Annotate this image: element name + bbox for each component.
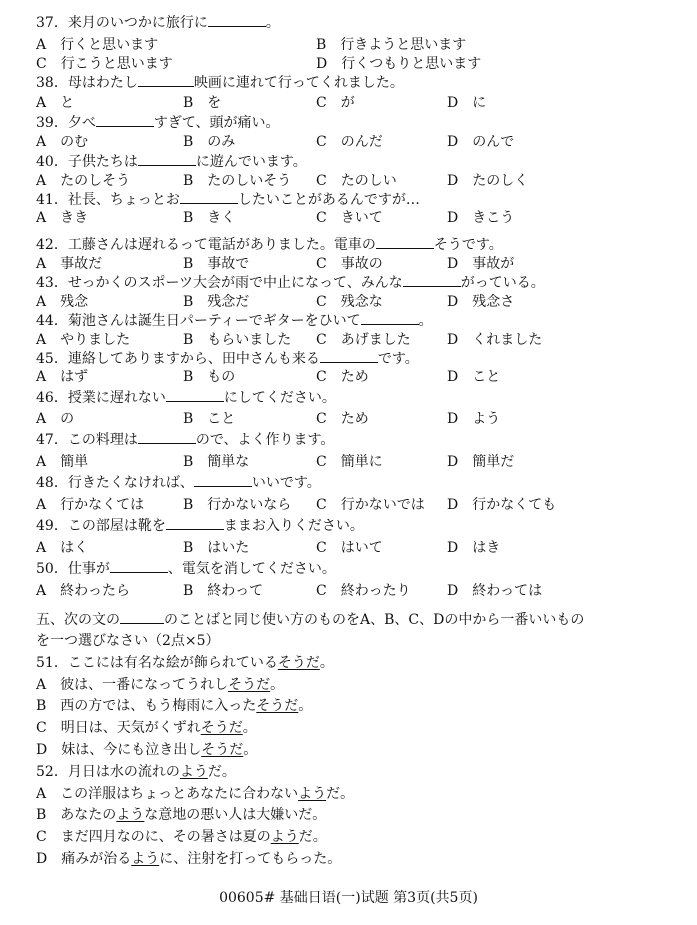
option-b: B 行かないなら <box>183 497 292 513</box>
option-b: B を <box>183 95 222 111</box>
question-46: 46．授業に遅れない にしてください。 <box>36 390 336 406</box>
question-43: 43．せっかくのスポーツ大会が雨で中止になって、みんな がっている。 <box>36 275 545 291</box>
option-a: A 事故だ <box>36 256 103 272</box>
question-48: 48．行きたくなければ、 いいです。 <box>36 475 321 491</box>
answer-blank <box>96 114 154 127</box>
option-d: D 簡単だ <box>447 454 515 470</box>
question-45: 45．連絡してありますから、田中さんも来る です。 <box>36 351 419 367</box>
answer-blank <box>120 611 164 624</box>
option-c: C ため <box>316 369 369 385</box>
answer-blank <box>194 474 252 487</box>
option-b: B あなたのような意地の悪い人は大嫌いだ。 <box>36 807 327 823</box>
answer-blank <box>361 312 419 325</box>
option-d: D のんで <box>447 134 515 150</box>
option-a: A やりました <box>36 332 131 348</box>
option-a: A この洋服はちょっとあなたに合わないようだ。 <box>36 786 355 802</box>
answer-blank <box>180 191 238 204</box>
answer-blank <box>166 389 224 402</box>
option-a: A 簡単 <box>36 454 89 470</box>
option-a: A 終わったら <box>36 583 130 599</box>
question-40: 40．子供たちは に遊んでいます。 <box>36 154 307 170</box>
option-d: D 行くつもりと思います <box>316 56 482 72</box>
answer-blank <box>138 74 194 87</box>
question-50: 50．仕事が 、電気を消してください。 <box>36 561 336 577</box>
option-a: A はく <box>36 540 89 556</box>
option-d: D 終わっては <box>447 583 543 599</box>
option-a: A のむ <box>36 134 89 150</box>
question-44: 44．菊池さんは誕生日パーティーでギターをひいて 。 <box>36 313 433 329</box>
option-a: A 行かなくては <box>36 497 145 513</box>
option-d: D 残念さ <box>447 294 515 310</box>
question-37: 37．来月のいつかに旅行に 。 <box>36 15 280 31</box>
question-51: 51．ここには有名な絵が飾られているそうだ。 <box>36 655 334 671</box>
answer-blank <box>208 14 266 27</box>
option-b: B 事故で <box>183 256 250 272</box>
option-c: C 行かないでは <box>316 497 425 513</box>
answer-blank <box>320 350 378 363</box>
question-42: 42．工藤さんは遅れるって電話がありました。電車の そうです。 <box>36 237 503 253</box>
option-b: B 簡単な <box>183 454 250 470</box>
option-d: D はき <box>447 540 501 556</box>
answer-blank <box>138 153 196 166</box>
option-b: B 行きようと思います <box>316 37 467 53</box>
option-a: A と <box>36 95 75 111</box>
option-c: C 簡単に <box>316 454 383 470</box>
question-49: 49．この部屋は靴を ままお入りください。 <box>36 518 364 534</box>
option-b: B たのしいそう <box>183 173 292 189</box>
option-c: C まだ四月なのに、その暑さは夏のようだ。 <box>36 829 327 845</box>
option-b: B 西の方では、もう梅雨に入ったそうだ。 <box>36 698 313 714</box>
section5-instruction-line2: を一つ選びなさい（2点×5） <box>36 633 220 649</box>
option-c: C 残念な <box>316 294 383 310</box>
option-a: A 残念 <box>36 294 89 310</box>
option-b: B もらいました <box>183 332 292 348</box>
option-a: A はず <box>36 369 89 385</box>
option-c: C が <box>316 95 355 111</box>
option-c: C ため <box>316 411 369 427</box>
option-a: A の <box>36 411 75 427</box>
answer-blank <box>138 431 196 444</box>
question-39: 39．夕べ すぎて、頭が痛い。 <box>36 115 280 131</box>
option-c: C 明日は、天気がくずれそうだ。 <box>36 720 257 736</box>
option-d: D よう <box>447 411 501 427</box>
option-c: C 事故の <box>316 256 383 272</box>
option-d: D 事故が <box>447 256 515 272</box>
option-b: B のみ <box>183 134 236 150</box>
section5-instruction: 五、次の文の のことばと同じ使い方のものをA、B、C、Dの中から一番いいもの <box>36 612 585 628</box>
question-52: 52．月日は水の流れのようだ。 <box>36 764 236 780</box>
answer-blank <box>110 560 168 573</box>
answer-blank <box>403 274 461 287</box>
option-c: C あげました <box>316 332 411 348</box>
option-d: D に <box>447 95 487 111</box>
option-d: D こと <box>447 369 501 385</box>
option-d: D きこう <box>447 210 515 226</box>
option-b: B 残念だ <box>183 294 250 310</box>
option-a: A 行くと思います <box>36 37 159 53</box>
question-38: 38．母はわたし 映画に連れて行ってくれました。 <box>36 75 404 91</box>
question-47: 47．この料理は ので、よく作ります。 <box>36 432 335 448</box>
option-b: B はいた <box>183 540 250 556</box>
option-a: A きき <box>36 210 89 226</box>
answer-blank <box>376 236 434 249</box>
option-a: A たのしそう <box>36 173 131 189</box>
option-b: B もの <box>183 369 236 385</box>
page-footer: 00605# 基础日语(一)试题 第3页(共5页) <box>219 890 478 906</box>
option-d: D くれました <box>447 332 543 348</box>
option-c: C はいて <box>316 540 383 556</box>
option-c: C 終わったり <box>316 583 411 599</box>
option-d: D たのしく <box>447 173 529 189</box>
answer-blank <box>166 517 224 530</box>
option-c: C 行こうと思います <box>36 56 173 72</box>
option-b: B こと <box>183 411 236 427</box>
question-41: 41．社長、ちょっとお したいことがあるんですが… <box>36 192 420 208</box>
option-a: A 彼は、一番になってうれしそうだ。 <box>36 677 285 693</box>
option-d: D 妹は、今にも泣き出しそうだ。 <box>36 742 258 758</box>
question-number: 37 <box>36 15 54 31</box>
option-d: D 行かなくても <box>447 497 557 513</box>
option-c: C のんだ <box>316 134 383 150</box>
option-d: D 痛みが治るように、注射を打ってもらった。 <box>36 851 342 867</box>
option-b: B きく <box>183 210 236 226</box>
option-c: C たのしい <box>316 173 397 189</box>
option-c: C きいて <box>316 210 383 226</box>
option-b: B 終わって <box>183 583 264 599</box>
